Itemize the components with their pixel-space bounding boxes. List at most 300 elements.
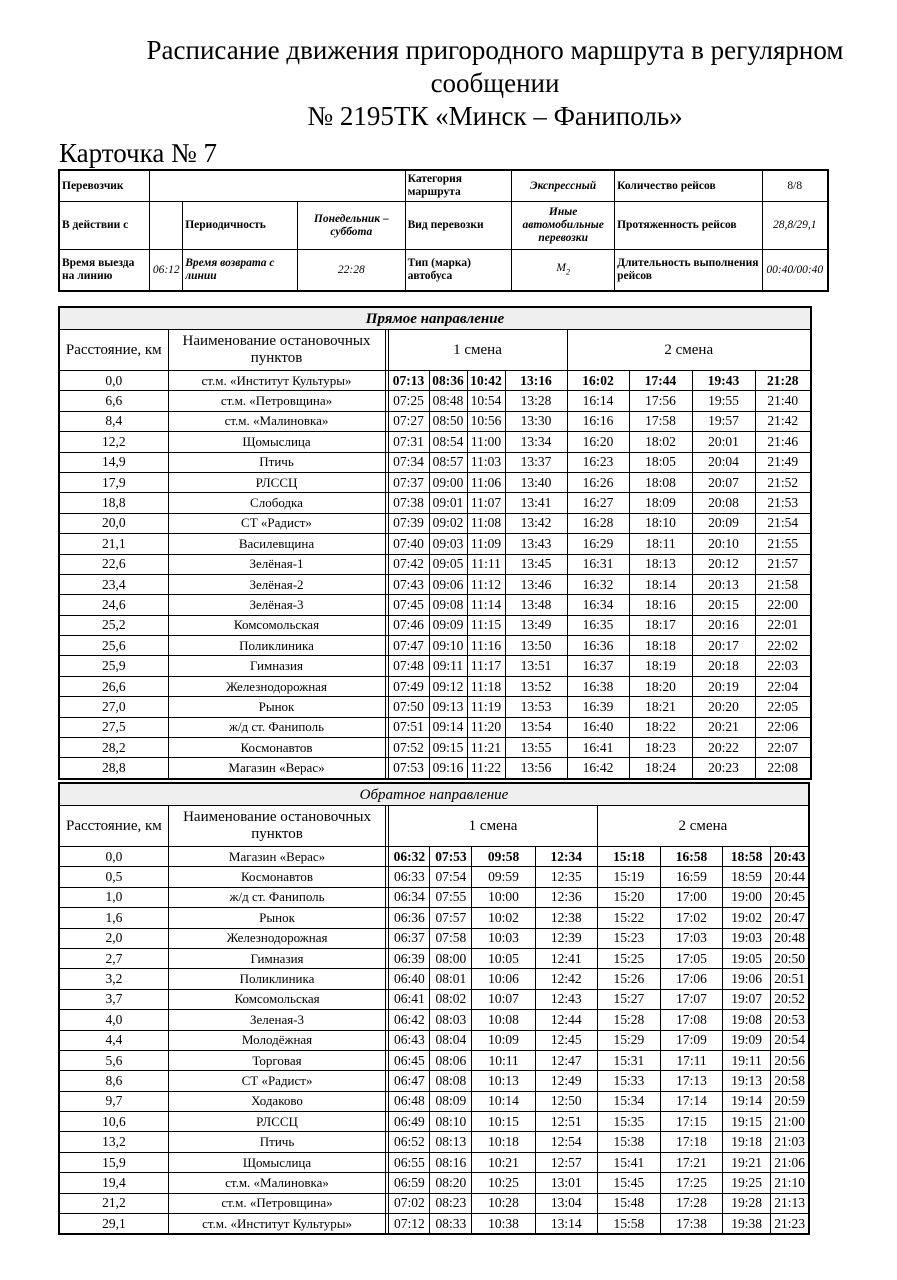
time-cell: 07:50 (388, 697, 429, 717)
time-cell: 17:38 (660, 1214, 722, 1235)
time-cell: 15:48 (597, 1193, 660, 1213)
time-cell: 06:32 (389, 847, 430, 867)
time-cell: 16:29 (567, 534, 629, 554)
time-cell: 17:09 (660, 1030, 722, 1050)
distance-cell: 26,6 (59, 676, 168, 696)
time-cell: 10:25 (472, 1173, 535, 1193)
time-cell: 16:37 (567, 656, 629, 676)
schedule-row (59, 595, 811, 615)
document-title (100, 34, 890, 133)
time-cell: 19:07 (723, 989, 771, 1009)
time-cell: 15:38 (597, 1132, 660, 1152)
schedule-row (59, 1173, 809, 1193)
time-cell: 08:01 (430, 969, 472, 989)
bus-type-subscript: 2 (565, 267, 570, 277)
time-cell: 18:22 (629, 717, 692, 737)
time-cell: 19:06 (723, 969, 771, 989)
time-cell: 20:45 (771, 887, 809, 907)
col-distance-header: Расстояние, км (59, 806, 168, 847)
valid-from-value (150, 202, 183, 250)
time-cell: 16:31 (567, 554, 629, 574)
distance-cell: 10,6 (59, 1112, 168, 1132)
valid-from-label: В действии с (59, 202, 150, 250)
time-cell: 07:13 (388, 371, 429, 391)
time-cell: 10:28 (472, 1193, 535, 1213)
stop-name-cell: Ходаково (168, 1091, 386, 1111)
time-cell: 09:00 (429, 472, 467, 492)
time-cell: 20:52 (771, 989, 809, 1009)
time-cell: 10:09 (472, 1030, 535, 1050)
time-cell: 15:27 (597, 989, 660, 1009)
time-cell: 20:13 (692, 574, 755, 594)
time-cell: 07:34 (388, 452, 429, 472)
time-cell: 21:00 (771, 1112, 809, 1132)
time-cell: 21:57 (755, 554, 811, 574)
schedule-row (59, 574, 811, 594)
stop-name-cell: Слободка (168, 493, 385, 513)
time-cell: 15:41 (597, 1152, 660, 1172)
distance-cell: 13,2 (59, 1132, 168, 1152)
time-cell: 22:00 (755, 595, 811, 615)
stop-name-cell: Железнодорожная (168, 676, 385, 696)
distance-cell: 29,1 (59, 1214, 168, 1235)
time-cell: 15:23 (597, 928, 660, 948)
time-cell: 17:25 (660, 1173, 722, 1193)
time-cell: 16:26 (567, 472, 629, 492)
time-cell: 19:03 (723, 928, 771, 948)
time-cell: 17:14 (660, 1091, 722, 1111)
time-cell: 15:25 (597, 948, 660, 968)
schedule-row (59, 928, 809, 948)
time-cell: 18:20 (629, 676, 692, 696)
transport-type-label: Вид перевозки (405, 202, 512, 250)
time-cell: 20:54 (771, 1030, 809, 1050)
time-cell: 20:47 (771, 908, 809, 928)
time-cell: 07:25 (388, 391, 429, 411)
time-cell: 17:18 (660, 1132, 722, 1152)
distance-cell: 23,4 (59, 574, 168, 594)
time-cell: 18:05 (629, 452, 692, 472)
time-cell: 21:55 (755, 534, 811, 554)
time-cell: 08:20 (430, 1173, 472, 1193)
stop-name-cell: РЛССЦ (168, 1112, 386, 1132)
time-cell: 21:42 (755, 411, 811, 431)
stop-name-cell: Зелёная-3 (168, 595, 385, 615)
time-cell: 19:11 (723, 1050, 771, 1070)
time-cell: 21:58 (755, 574, 811, 594)
time-cell: 16:32 (567, 574, 629, 594)
time-cell: 09:59 (472, 867, 535, 887)
time-cell: 22:05 (755, 697, 811, 717)
time-cell: 20:19 (692, 676, 755, 696)
stop-name-cell: Торговая (168, 1050, 386, 1070)
time-cell: 10:02 (472, 908, 535, 928)
time-cell: 16:41 (567, 738, 629, 758)
time-cell: 12:49 (535, 1071, 597, 1091)
time-cell: 07:58 (430, 928, 472, 948)
trip-length-value: 28,8/29,1 (762, 202, 828, 250)
schedule-row (59, 1132, 809, 1152)
time-cell: 21:06 (771, 1152, 809, 1172)
time-cell: 21:10 (771, 1173, 809, 1193)
distance-cell: 20,0 (59, 513, 168, 533)
time-cell: 20:15 (692, 595, 755, 615)
time-cell: 13:52 (505, 676, 567, 696)
distance-cell: 28,8 (59, 758, 168, 779)
time-cell: 08:04 (430, 1030, 472, 1050)
time-cell: 09:03 (429, 534, 467, 554)
schedule-row (59, 472, 811, 492)
time-cell: 10:15 (472, 1112, 535, 1132)
time-cell: 17:07 (660, 989, 722, 1009)
time-cell: 19:13 (723, 1071, 771, 1091)
distance-cell: 3,2 (59, 969, 168, 989)
time-cell: 11:06 (467, 472, 505, 492)
time-cell: 15:35 (597, 1112, 660, 1132)
time-cell: 17:06 (660, 969, 722, 989)
category-value: Экспрессный (512, 170, 615, 202)
distance-cell: 0,0 (59, 371, 168, 391)
distance-cell: 18,8 (59, 493, 168, 513)
time-cell: 18:24 (629, 758, 692, 779)
departure-label: Время выезда на линию (59, 250, 150, 292)
schedule-row (59, 1152, 809, 1172)
time-cell: 06:47 (389, 1071, 430, 1091)
time-cell: 13:53 (505, 697, 567, 717)
time-cell: 17:15 (660, 1112, 722, 1132)
stop-name-cell: Зелёная-1 (168, 554, 385, 574)
time-cell: 12:44 (535, 1010, 597, 1030)
time-cell: 07:52 (388, 738, 429, 758)
schedule-row (59, 1010, 809, 1030)
time-cell: 12:47 (535, 1050, 597, 1070)
time-cell: 16:59 (660, 867, 722, 887)
distance-cell: 27,5 (59, 717, 168, 737)
schedule-row (59, 1050, 809, 1070)
bus-type-label: Тип (марка) автобуса (405, 250, 512, 292)
time-cell: 09:10 (429, 636, 467, 656)
col-stop-header: Наименование остановочных пунктов (168, 330, 385, 371)
time-cell: 15:19 (597, 867, 660, 887)
time-cell: 20:17 (692, 636, 755, 656)
distance-cell: 3,7 (59, 989, 168, 1009)
time-cell: 10:18 (472, 1132, 535, 1152)
bus-type-value (512, 250, 615, 292)
time-cell: 06:52 (389, 1132, 430, 1152)
time-cell: 06:41 (389, 989, 430, 1009)
time-cell: 10:14 (472, 1091, 535, 1111)
time-cell: 13:46 (505, 574, 567, 594)
schedule-row (59, 513, 811, 533)
time-cell: 20:56 (771, 1050, 809, 1070)
time-cell: 10:56 (467, 411, 505, 431)
time-cell: 11:11 (467, 554, 505, 574)
time-cell: 09:14 (429, 717, 467, 737)
schedule-row (59, 697, 811, 717)
time-cell: 16:39 (567, 697, 629, 717)
time-cell: 13:01 (535, 1173, 597, 1193)
time-cell: 11:03 (467, 452, 505, 472)
time-cell: 19:38 (723, 1214, 771, 1235)
time-cell: 06:34 (389, 887, 430, 907)
time-cell: 06:42 (389, 1010, 430, 1030)
shift-1-header: 1 смена (389, 806, 597, 847)
time-cell: 18:21 (629, 697, 692, 717)
time-cell: 15:45 (597, 1173, 660, 1193)
time-cell: 20:21 (692, 717, 755, 737)
time-cell: 17:21 (660, 1152, 722, 1172)
distance-cell: 17,9 (59, 472, 168, 492)
time-cell: 16:40 (567, 717, 629, 737)
time-cell: 09:05 (429, 554, 467, 574)
time-cell: 15:18 (597, 847, 660, 867)
schedule-row (59, 1193, 809, 1213)
stop-name-cell: Зеленая-3 (168, 1010, 386, 1030)
transport-type-value: Иные автомобильные перевозки (512, 202, 615, 250)
time-cell: 15:28 (597, 1010, 660, 1030)
schedule-row (59, 391, 811, 411)
time-cell: 09:02 (429, 513, 467, 533)
time-cell: 07:55 (430, 887, 472, 907)
distance-cell: 9,7 (59, 1091, 168, 1111)
time-cell: 20:09 (692, 513, 755, 533)
time-cell: 17:58 (629, 411, 692, 431)
stop-name-cell: ст.м. «Петровщина» (168, 391, 385, 411)
time-cell: 11:22 (467, 758, 505, 779)
time-cell: 21:49 (755, 452, 811, 472)
time-cell: 18:11 (629, 534, 692, 554)
time-cell: 16:02 (567, 371, 629, 391)
time-cell: 21:53 (755, 493, 811, 513)
time-cell: 07:46 (388, 615, 429, 635)
time-cell: 07:49 (388, 676, 429, 696)
distance-cell: 24,6 (59, 595, 168, 615)
time-cell: 16:38 (567, 676, 629, 696)
time-cell: 13:37 (505, 452, 567, 472)
stop-name-cell: Щомыслица (168, 1152, 386, 1172)
time-cell: 16:16 (567, 411, 629, 431)
col-stop-header: Наименование остановочных пунктов (168, 806, 386, 847)
time-cell: 08:50 (429, 411, 467, 431)
distance-cell: 25,9 (59, 656, 168, 676)
stop-name-cell: Магазин «Верас» (168, 758, 385, 779)
stop-name-cell: Поликлиника (168, 636, 385, 656)
time-cell: 21:03 (771, 1132, 809, 1152)
time-cell: 06:49 (389, 1112, 430, 1132)
route-info-table (58, 169, 829, 292)
time-cell: 18:23 (629, 738, 692, 758)
time-cell: 10:11 (472, 1050, 535, 1070)
time-cell: 09:06 (429, 574, 467, 594)
time-cell: 10:06 (472, 969, 535, 989)
time-cell: 19:09 (723, 1030, 771, 1050)
time-cell: 22:08 (755, 758, 811, 779)
time-cell: 20:16 (692, 615, 755, 635)
schedule-row (59, 1091, 809, 1111)
time-cell: 11:19 (467, 697, 505, 717)
time-cell: 21:46 (755, 432, 811, 452)
time-cell: 18:09 (629, 493, 692, 513)
time-cell: 06:40 (389, 969, 430, 989)
time-cell: 20:01 (692, 432, 755, 452)
time-cell: 08:48 (429, 391, 467, 411)
time-cell: 07:57 (430, 908, 472, 928)
time-cell: 07:43 (388, 574, 429, 594)
distance-cell: 21,2 (59, 1193, 168, 1213)
time-cell: 08:06 (430, 1050, 472, 1070)
time-cell: 15:34 (597, 1091, 660, 1111)
time-cell: 12:35 (535, 867, 597, 887)
time-cell: 06:39 (389, 948, 430, 968)
time-cell: 15:20 (597, 887, 660, 907)
time-cell: 16:20 (567, 432, 629, 452)
time-cell: 20:50 (771, 948, 809, 968)
distance-cell: 1,0 (59, 887, 168, 907)
shift-2-header: 2 смена (567, 330, 811, 371)
time-cell: 08:23 (430, 1193, 472, 1213)
time-cell: 09:01 (429, 493, 467, 513)
stop-name-cell: Комсомольская (168, 989, 386, 1009)
duration-label: Длительность выполнения рейсов (615, 250, 762, 292)
time-cell: 17:28 (660, 1193, 722, 1213)
time-cell: 07:38 (388, 493, 429, 513)
time-cell: 11:15 (467, 615, 505, 635)
distance-cell: 25,2 (59, 615, 168, 635)
time-cell: 21:54 (755, 513, 811, 533)
time-cell: 10:03 (472, 928, 535, 948)
time-cell: 20:08 (692, 493, 755, 513)
stop-name-cell: Поликлиника (168, 969, 386, 989)
time-cell: 19:57 (692, 411, 755, 431)
schedule-row (59, 676, 811, 696)
time-cell: 13:48 (505, 595, 567, 615)
time-cell: 06:33 (389, 867, 430, 887)
time-cell: 16:36 (567, 636, 629, 656)
time-cell: 12:34 (535, 847, 597, 867)
time-cell: 17:56 (629, 391, 692, 411)
distance-cell: 2,7 (59, 948, 168, 968)
time-cell: 11:18 (467, 676, 505, 696)
schedule-row (59, 656, 811, 676)
time-cell: 11:09 (467, 534, 505, 554)
time-cell: 13:42 (505, 513, 567, 533)
time-cell: 19:43 (692, 371, 755, 391)
time-cell: 11:08 (467, 513, 505, 533)
time-cell: 07:40 (388, 534, 429, 554)
time-cell: 13:28 (505, 391, 567, 411)
time-cell: 06:43 (389, 1030, 430, 1050)
time-cell: 17:44 (629, 371, 692, 391)
time-cell: 16:58 (660, 847, 722, 867)
time-cell: 13:40 (505, 472, 567, 492)
carrier-label: Перевозчик (59, 170, 150, 202)
time-cell: 18:17 (629, 615, 692, 635)
stop-name-cell: Рынок (168, 697, 385, 717)
time-cell: 12:45 (535, 1030, 597, 1050)
time-cell: 20:51 (771, 969, 809, 989)
time-cell: 07:37 (388, 472, 429, 492)
time-cell: 10:08 (472, 1010, 535, 1030)
stop-name-cell: Щомыслица (168, 432, 385, 452)
time-cell: 12:54 (535, 1132, 597, 1152)
time-cell: 10:42 (467, 371, 505, 391)
time-cell: 15:58 (597, 1214, 660, 1235)
time-cell: 13:51 (505, 656, 567, 676)
schedule-row (59, 969, 809, 989)
forward-schedule-table (58, 306, 812, 780)
time-cell: 19:08 (723, 1010, 771, 1030)
time-cell: 19:25 (723, 1173, 771, 1193)
distance-cell: 8,4 (59, 411, 168, 431)
distance-cell: 28,2 (59, 738, 168, 758)
time-cell: 20:53 (771, 1010, 809, 1030)
distance-cell: 4,4 (59, 1030, 168, 1050)
stop-name-cell: СТ «Радист» (168, 513, 385, 533)
time-cell: 12:39 (535, 928, 597, 948)
distance-cell: 5,6 (59, 1050, 168, 1070)
schedule-row (59, 908, 809, 928)
time-cell: 17:02 (660, 908, 722, 928)
distance-cell: 8,6 (59, 1071, 168, 1091)
time-cell: 11:17 (467, 656, 505, 676)
time-cell: 08:00 (430, 948, 472, 968)
schedule-row (59, 867, 809, 887)
time-cell: 10:21 (472, 1152, 535, 1172)
time-cell: 20:59 (771, 1091, 809, 1111)
time-cell: 07:39 (388, 513, 429, 533)
time-cell: 09:15 (429, 738, 467, 758)
schedule-row (59, 452, 811, 472)
time-cell: 20:48 (771, 928, 809, 948)
schedule-row (59, 948, 809, 968)
time-cell: 18:02 (629, 432, 692, 452)
time-cell: 13:30 (505, 411, 567, 431)
time-cell: 20:20 (692, 697, 755, 717)
duration-value: 00:40/00:40 (762, 250, 828, 292)
time-cell: 12:50 (535, 1091, 597, 1111)
time-cell: 16:14 (567, 391, 629, 411)
title-line-3: № 2195ТК «Минск – Фаниполь» (307, 101, 683, 131)
time-cell: 18:14 (629, 574, 692, 594)
schedule-row (59, 887, 809, 907)
time-cell: 18:16 (629, 595, 692, 615)
time-cell: 07:31 (388, 432, 429, 452)
schedule-row (59, 717, 811, 737)
time-cell: 06:36 (389, 908, 430, 928)
time-cell: 22:03 (755, 656, 811, 676)
time-cell: 12:42 (535, 969, 597, 989)
time-cell: 07:12 (389, 1214, 430, 1235)
time-cell: 18:08 (629, 472, 692, 492)
periodicity-label: Периодичность (183, 202, 298, 250)
distance-cell: 2,0 (59, 928, 168, 948)
time-cell: 06:37 (389, 928, 430, 948)
stop-name-cell: Железнодорожная (168, 928, 386, 948)
time-cell: 18:58 (723, 847, 771, 867)
time-cell: 20:12 (692, 554, 755, 574)
time-cell: 11:00 (467, 432, 505, 452)
distance-cell: 0,5 (59, 867, 168, 887)
stop-name-cell: ст.м. «Малиновка» (168, 411, 385, 431)
time-cell: 18:10 (629, 513, 692, 533)
time-cell: 13:55 (505, 738, 567, 758)
time-cell: 19:21 (723, 1152, 771, 1172)
schedule-row (59, 1112, 809, 1132)
time-cell: 16:34 (567, 595, 629, 615)
distance-cell: 14,9 (59, 452, 168, 472)
time-cell: 13:16 (505, 371, 567, 391)
time-cell: 11:21 (467, 738, 505, 758)
